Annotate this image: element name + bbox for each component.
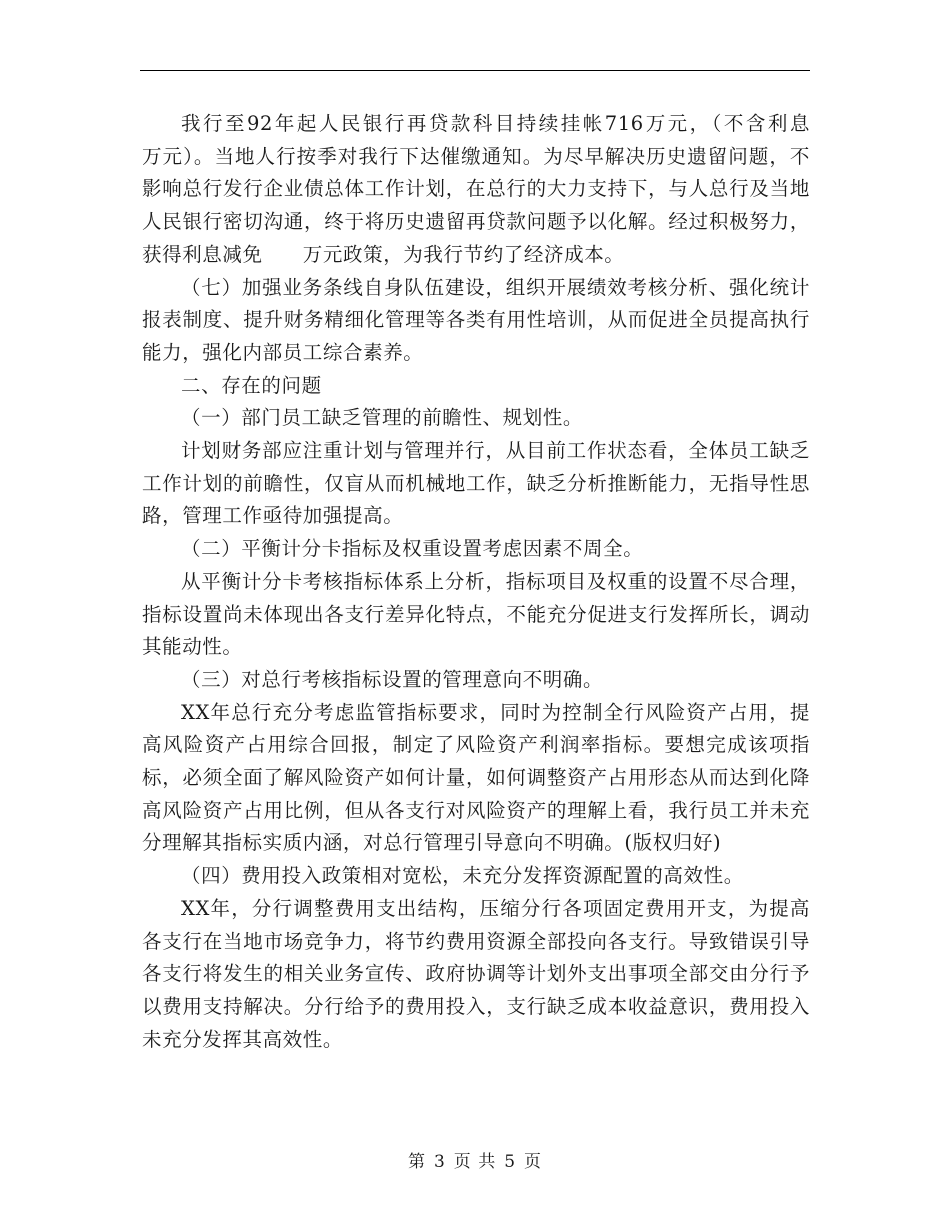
- footer-suffix: 页: [524, 1152, 543, 1172]
- paragraph-6: XX年，分行调整费用支出结构，压缩分行各项固定费用开支，为提高各支行在当地市场竞争力，将节约费用资源全部投向各支行。导致错误引导各支行将发生的相关业务宣传、政府协调等计划外支出事项全部交由分行予以费用支持解决。分行给予的费用投入，支行缺乏成本收益意识，费用投入未充分发挥其高效性。: [142, 896, 810, 1051]
- section-heading: 二、存在的问题: [181, 373, 322, 397]
- subheading-1: （一）部门员工缺乏管理的前瞻性、规划性。: [181, 406, 584, 430]
- footer-middle: 页 共: [453, 1152, 497, 1172]
- document-body: [142, 108, 851, 1056]
- paragraph-4: 从平衡计分卡考核指标体系上分析，指标项目及权重的设置不尽合理，指标设置尚未体现出各支行差异化特点，不能充分促进支行发挥所长，调动其能动性。: [142, 569, 810, 659]
- subheading-3: （三）对总行考核指标设置的管理意向不明确。: [181, 667, 604, 691]
- subheading-4: （四）费用投入政策相对宽松，未充分发挥资源配置的高效性。: [181, 864, 744, 888]
- footer-total-pages: 5: [504, 1152, 517, 1172]
- footer-prefix: 第: [407, 1152, 426, 1172]
- paragraph-5: XX年总行充分考虑监管指标要求，同时为控制全行风险资产占用，提高风险资产占用综合回报，制定了风险资产利润率指标。要想完成该项指标，必须全面了解风险资产如何计量，如何调整资产占用形态从而达到化降高风险资产占用比例，但从各支行对风险资产的理解上看，我行员工并未充分理解其指标实质内涵，对总行管理引导意向不明确。(版权归好): [142, 700, 810, 855]
- footer-current-page: 3: [433, 1152, 446, 1172]
- header-rule: [140, 70, 810, 71]
- paragraph-1: 我行至92年起人民银行再贷款科目持续挂帐716万元，（不含利息 万元）。当地人行按季对我行下达催缴通知。为尽早解决历史遗留问题，不影响总行发行企业债总体工作计划，在总行的大力支持下，与人总行及当地人民银行密切沟通，终于将历史遗留再贷款问题予以化解。经过积极努力，获得利息减免 万元政策，为我行节约了经济成本。: [142, 112, 851, 266]
- paragraph-2: （七）加强业务条线自身队伍建设，组织开展绩效考核分析、强化统计报表制度、提升财务精细化管理等各类有用性培训，从而促进全员提高执行能力，强化内部员工综合素养。: [142, 275, 810, 364]
- page-footer: [0, 1147, 950, 1172]
- paragraph-3: 计划财务部应注重计划与管理并行，从目前工作状态看，全体员工缺乏工作计划的前瞻性，仅盲从而机械地工作，缺乏分析推断能力，无指导性思路，管理工作亟待加强提高。: [142, 439, 810, 528]
- subheading-2: （二）平衡计分卡指标及权重设置考虑因素不周全。: [181, 537, 644, 561]
